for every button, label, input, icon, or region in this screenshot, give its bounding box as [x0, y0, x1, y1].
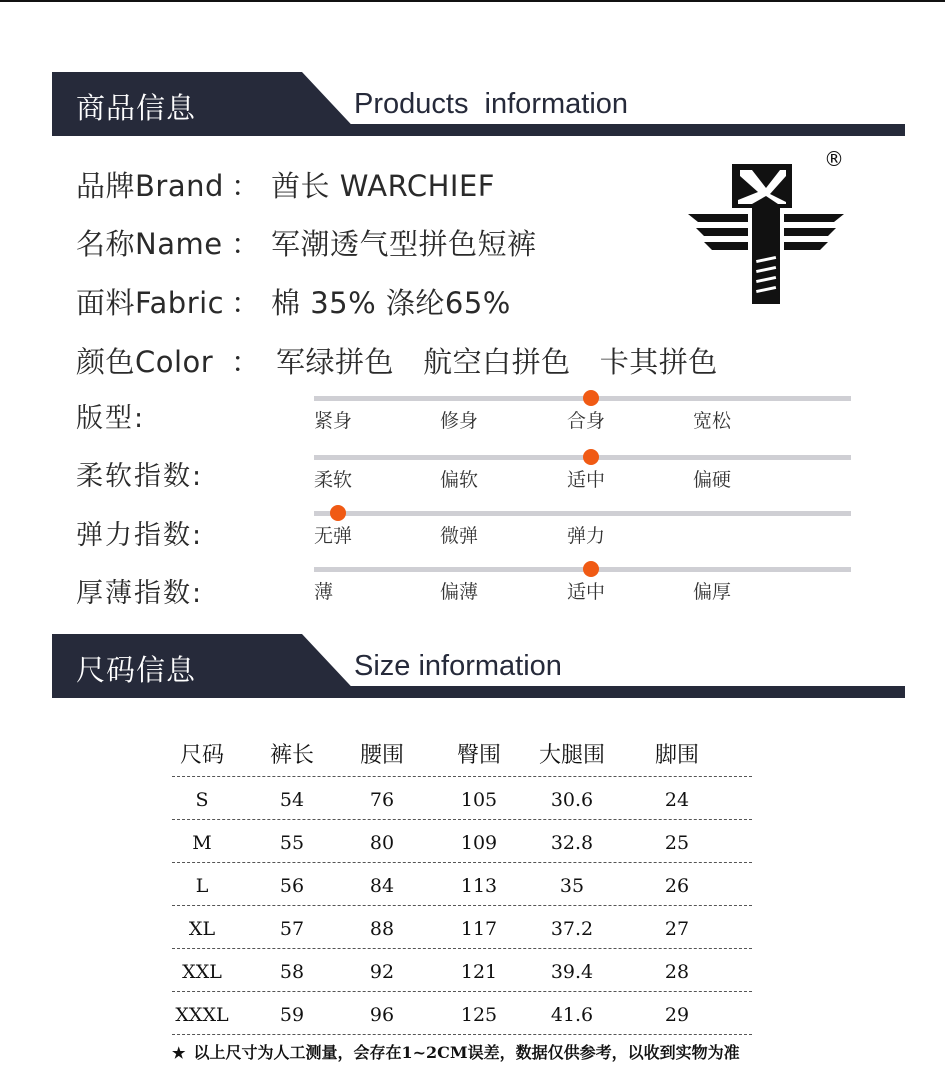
- scale-tick-label: 微弹: [440, 525, 479, 547]
- table-row: [172, 777, 752, 820]
- size-info-header: [52, 634, 905, 698]
- color-row: [76, 340, 718, 381]
- table-cell: 92: [369, 961, 395, 983]
- table-cell: 88: [369, 918, 395, 940]
- column-header: 大腿围: [538, 743, 606, 768]
- size-table-header: [172, 730, 752, 777]
- star-icon: ★: [172, 1044, 186, 1062]
- table-cell: 96: [369, 1004, 395, 1026]
- scale-tick-label: 偏薄: [440, 581, 479, 603]
- table-cell: 121: [460, 961, 498, 983]
- column-header: 裤长: [269, 743, 315, 768]
- registered-mark: ®: [824, 147, 844, 171]
- column-header: 腰围: [359, 743, 405, 768]
- scale-indicator-dot: [583, 449, 599, 465]
- table-cell: 29: [664, 1004, 690, 1026]
- top-border-line: [0, 0, 945, 2]
- table-row: [172, 992, 752, 1035]
- scale-label: 版型:: [76, 403, 146, 434]
- table-cell: XXXL: [175, 1004, 229, 1026]
- table-cell: 35: [559, 875, 585, 897]
- table-cell: XXL: [182, 961, 222, 983]
- measurement-note: [172, 1040, 740, 1063]
- table-cell: 27: [664, 918, 690, 940]
- fabric-label: 面料Fabric: [76, 286, 225, 320]
- brand-value: 酋长 WARCHIEF: [271, 169, 495, 203]
- scale-label: 弹力指数:: [76, 520, 204, 551]
- table-row: [172, 863, 752, 906]
- scale-label: 柔软指数:: [76, 461, 204, 492]
- table-cell: M: [192, 832, 212, 854]
- note-text: 以上尺寸为人工测量，会存在1~2CM误差，数据仅供参考，以收到实物为准: [193, 1043, 740, 1062]
- column-header: 脚围: [654, 743, 700, 768]
- table-cell: 109: [460, 832, 498, 854]
- table-cell: 57: [279, 918, 305, 940]
- table-cell: 25: [664, 832, 690, 854]
- table-cell: 41.6: [550, 1004, 594, 1026]
- table-cell: 113: [460, 875, 498, 897]
- color-label: 颜色Color: [76, 345, 214, 379]
- scale-tick-label: 适中: [567, 469, 606, 491]
- scale-tick-label: 合身: [567, 410, 606, 432]
- name-colon: ：: [231, 227, 261, 261]
- scale-tick-label: 弹力: [567, 525, 606, 547]
- fabric-value: 棉 35% 涤纶65%: [271, 286, 511, 320]
- table-cell: 58: [279, 961, 305, 983]
- scale-tick-label: 偏软: [440, 469, 479, 491]
- scale-tick-label: 宽松: [693, 410, 732, 432]
- name-value: 军潮透气型拼色短裤: [271, 227, 537, 261]
- column-header: 臀围: [456, 743, 502, 768]
- scale-tick-label: 紧身: [314, 410, 353, 432]
- brand-label: 品牌Brand: [76, 169, 224, 203]
- table-row: [172, 949, 752, 992]
- table-cell: XL: [188, 918, 216, 940]
- scale-tick-label: 适中: [567, 581, 606, 603]
- table-cell: 24: [664, 789, 690, 811]
- size-table: [172, 730, 752, 1035]
- table-cell: 26: [664, 875, 690, 897]
- products-title-en: Products information: [354, 88, 629, 120]
- fabric-colon: ：: [231, 286, 261, 320]
- warchief-logo: [686, 146, 846, 310]
- scale-track: [314, 567, 851, 603]
- table-cell: 54: [279, 789, 305, 811]
- table-cell: 125: [460, 1004, 498, 1026]
- table-cell: 76: [369, 789, 395, 811]
- table-cell: 30.6: [550, 789, 594, 811]
- color-value: 军绿拼色 航空白拼色 卡其拼色: [276, 345, 718, 379]
- fabric-row: [76, 281, 511, 322]
- products-info-header: [52, 72, 905, 136]
- scale-tick-label: 偏厚: [693, 581, 732, 603]
- brand-colon: ：: [231, 169, 261, 203]
- table-cell: 117: [460, 918, 498, 940]
- scale-track: [314, 396, 851, 432]
- scale-indicator-dot: [330, 505, 346, 521]
- table-cell: L: [195, 875, 209, 897]
- table-cell: 55: [279, 832, 305, 854]
- table-cell: 84: [369, 875, 395, 897]
- table-cell: 39.4: [550, 961, 594, 983]
- scale-indicator-dot: [583, 561, 599, 577]
- scale-indicator-dot: [583, 390, 599, 406]
- scale-tick-label: 偏硬: [693, 469, 732, 491]
- size-title-cn: 尺码信息: [76, 653, 197, 687]
- name-row: [76, 222, 537, 263]
- table-cell: 59: [279, 1004, 305, 1026]
- scale-label: 厚薄指数:: [76, 578, 204, 609]
- scale-tick-label: 修身: [440, 410, 479, 432]
- color-colon: ：: [231, 345, 261, 379]
- table-cell: 28: [664, 961, 690, 983]
- table-cell: 56: [279, 875, 305, 897]
- scale-tick-label: 薄: [314, 581, 334, 603]
- scale-track: [314, 511, 851, 547]
- size-title-en: Size information: [354, 650, 562, 682]
- table-cell: 32.8: [550, 832, 594, 854]
- products-title-cn: 商品信息: [76, 91, 197, 125]
- table-cell: 80: [369, 832, 395, 854]
- table-cell: 37.2: [550, 918, 594, 940]
- name-label: 名称Name: [76, 227, 223, 261]
- table-row: [172, 820, 752, 863]
- table-cell: 105: [460, 789, 498, 811]
- scale-track: [314, 455, 851, 491]
- table-row: [172, 906, 752, 949]
- brand-row: [76, 164, 495, 205]
- scale-tick-label: 柔软: [314, 469, 353, 491]
- column-header: 尺码: [179, 743, 225, 768]
- scale-tick-label: 无弹: [314, 525, 353, 547]
- table-cell: S: [195, 789, 209, 811]
